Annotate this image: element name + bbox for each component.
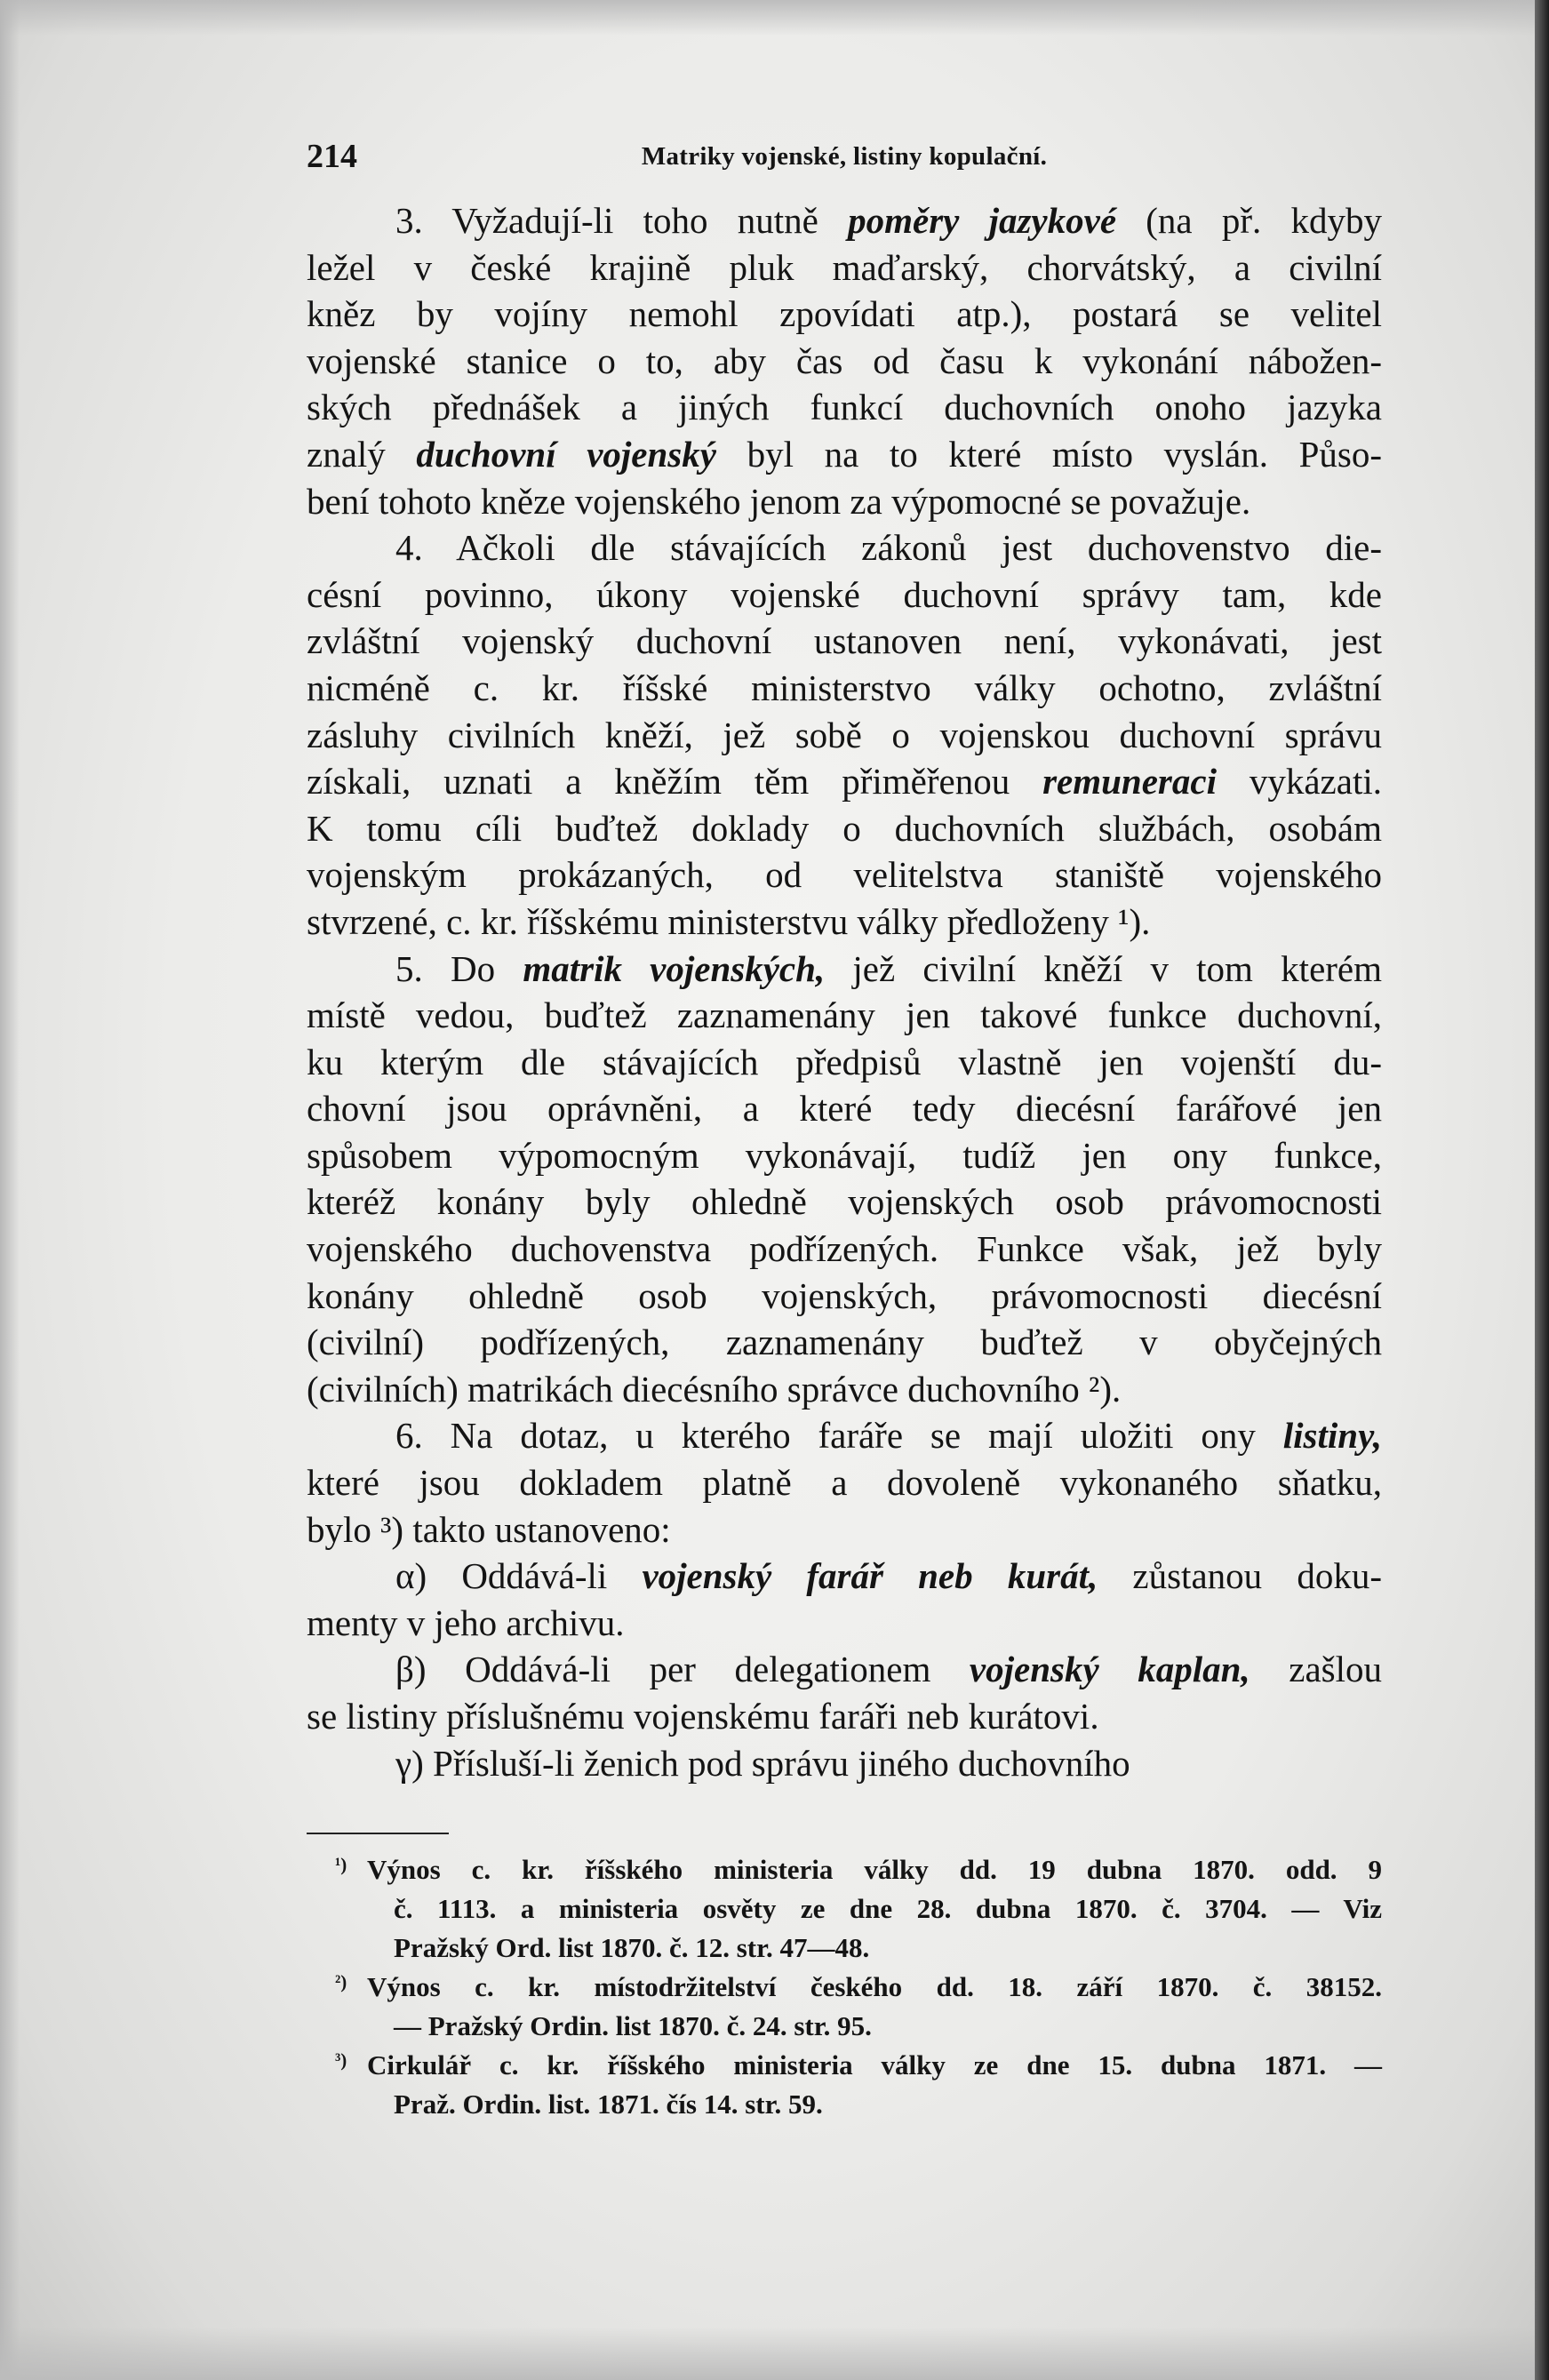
text-line — [307, 946, 1382, 993]
book-page — [307, 133, 1382, 2124]
text-run: místě vedou, buďtež zaznamenány jen takové funkce duchovní, — [307, 994, 1382, 1036]
text-line — [307, 1646, 1382, 1693]
emphasized-term: listiny, — [1282, 1415, 1382, 1457]
text-line — [307, 1319, 1382, 1366]
paragraph — [307, 524, 1382, 945]
text-line — [307, 1600, 1382, 1647]
text-line — [307, 665, 1382, 712]
text-line — [307, 1693, 1382, 1740]
text-line — [307, 291, 1382, 338]
emphasized-term: matrik vojenských, — [523, 947, 826, 989]
text-run: vykázati. — [1216, 761, 1382, 803]
text-line — [307, 1459, 1382, 1506]
text-line — [307, 1412, 1382, 1459]
text-line — [307, 992, 1382, 1039]
text-line — [307, 1132, 1382, 1179]
text-run: ležel v české krajině pluk maďarský, chorvátský, a civilní — [307, 246, 1382, 288]
paragraph — [307, 197, 1382, 524]
text-run: konány ohledně osob vojenských, právomocnosti diecésní — [307, 1274, 1382, 1316]
page-number: 214 — [307, 138, 357, 175]
text-run: césní povinno, úkony vojenské duchovní správy tam, kde — [307, 573, 1382, 615]
text-run: se listiny příslušnému vojenskému faráři neb kurátovi. — [307, 1696, 1099, 1737]
paragraph — [307, 1553, 1382, 1646]
text-run: spůsobem výpomocným vykonávají, tudíž jen ony funkce, — [307, 1134, 1382, 1176]
footnote-mark: ³) — [335, 2049, 347, 2072]
text-run: 5. Do — [395, 947, 523, 989]
text-run: vojenské stanice o to, aby čas od času k vykonání nábožen- — [307, 339, 1382, 381]
text-run: 6. Na dotaz, u kterého faráře se mají uložiti ony — [395, 1415, 1283, 1457]
text-line — [307, 478, 1382, 525]
text-line — [307, 571, 1382, 619]
scan-shadow-bottom — [0, 2327, 1549, 2380]
text-line — [307, 1366, 1382, 1413]
footnote-mark: ²) — [335, 1971, 347, 1993]
emphasized-term: vojenský kaplan, — [969, 1649, 1250, 1690]
text-line — [307, 898, 1382, 946]
footnote-line: Cirkulář c. kr. říšského ministeria války ze dne 15. dubna 1871. — — [367, 2049, 1382, 2081]
paragraph — [307, 1740, 1382, 1787]
text-run: chovní jsou oprávněni, a které tedy diecésní farářové jen — [307, 1088, 1382, 1130]
text-line — [307, 618, 1382, 665]
text-line — [307, 431, 1382, 478]
text-run: α) Oddává-li — [395, 1555, 643, 1597]
text-run: β) Oddává-li per delegationem — [395, 1649, 970, 1690]
text-run: jež civilní kněží v tom kterém — [825, 947, 1383, 989]
text-run: byl na to které místo vyslán. Půso- — [715, 433, 1382, 475]
text-line — [307, 244, 1382, 292]
text-line — [307, 338, 1382, 385]
text-line — [307, 1226, 1382, 1273]
footnote — [271, 2046, 1382, 2124]
text-line — [307, 1039, 1382, 1086]
text-run: nicméně c. kr. říšské ministerstvo války ochotno, zvláštní — [307, 667, 1382, 708]
text-run: (civilních) matrikách diecésního správce duchovního ²). — [307, 1368, 1122, 1410]
body-text — [307, 197, 1382, 1786]
footnote — [271, 1850, 1382, 1968]
scan-binding-edge — [1535, 0, 1549, 2380]
emphasized-term: vojenský farář neb kurát, — [642, 1555, 1098, 1597]
footnote — [271, 1968, 1382, 2046]
text-line — [307, 805, 1382, 852]
text-line — [307, 524, 1382, 571]
footnote-line: Výnos c. kr. říšského ministeria války dd. 19 dubna 1870. odd. 9 — [367, 1854, 1382, 1886]
text-run: (na př. kdyby — [1116, 200, 1382, 241]
text-run: menty v jeho archivu. — [307, 1601, 625, 1643]
text-run: stvrzené, c. kr. říšskému ministerstvu války předloženy ¹). — [307, 900, 1151, 942]
text-line — [307, 1740, 1382, 1787]
text-run: bylo ³) takto ustanoveno: — [307, 1508, 671, 1550]
text-run: ských přednášek a jiných funkcí duchovních onoho jazyka — [307, 387, 1382, 428]
text-run: získali, uznati a kněžím těm přiměřenou — [307, 761, 1043, 803]
text-run: kněz by vojíny nemohl zpovídati atp.), postará se velitel — [307, 293, 1382, 335]
paragraph — [307, 946, 1382, 1413]
paragraph — [307, 1646, 1382, 1739]
paragraph — [307, 1412, 1382, 1553]
text-line — [307, 1506, 1382, 1553]
footnote-line: Výnos c. kr. místodržitelství českého dd. 18. září 1870. č. 38152. — [367, 1971, 1382, 2003]
text-run: zůstanou doku- — [1098, 1555, 1382, 1597]
footnote-line: č. 1113. a ministeria osvěty ze dne 28. dubna 1870. č. 3704. — Viz — [394, 1893, 1382, 1925]
text-run: K tomu cíli buďtež doklady o duchovních službách, osobám — [307, 807, 1382, 849]
text-run: vojenským prokázaných, od velitelstva staniště vojenského — [307, 854, 1382, 896]
text-line — [307, 1085, 1382, 1132]
text-line — [307, 1273, 1382, 1320]
text-line — [307, 758, 1382, 805]
text-run: zvláštní vojenský duchovní ustanoven není, vykonávati, jest — [307, 620, 1382, 662]
scan-shadow-top — [0, 0, 1549, 36]
running-title: Matriky vojenské, listiny kopulační. — [641, 142, 1048, 171]
emphasized-term: poměry jazykové — [848, 200, 1117, 241]
footnote-rule — [307, 1833, 449, 1834]
footnote-line: — Pražský Ordin. list 1870. č. 24. str. 95. — [394, 2010, 872, 2042]
text-run: bení tohoto kněze vojenského jenom za výpomocné se považuje. — [307, 480, 1251, 522]
text-run: ku kterým dle stávajících předpisů vlastně jen vojenští du- — [307, 1041, 1382, 1082]
emphasized-term: remuneraci — [1042, 761, 1217, 803]
text-run: γ) Přísluší-li ženich pod správu jiného duchovního — [395, 1742, 1130, 1784]
text-run: 4. Ačkoli dle stávajících zákonů jest duchovenstvo die- — [395, 527, 1382, 569]
text-line — [307, 1553, 1382, 1600]
text-line — [307, 384, 1382, 431]
footnote-line: Praž. Ordin. list. 1871. čís 14. str. 59. — [394, 2088, 823, 2120]
text-run: vojenského duchovenstva podřízených. Funkce však, jež byly — [307, 1228, 1382, 1270]
text-line — [307, 712, 1382, 759]
emphasized-term: duchovní vojenský — [416, 433, 716, 475]
text-run: (civilní) podřízených, zaznamenány buďtež v obyčejných — [307, 1322, 1382, 1363]
text-run: znalý — [307, 433, 417, 475]
footnotes — [307, 1850, 1382, 2124]
text-run: které jsou dokladem platně a dovoleně vykonaného sňatku, — [307, 1462, 1382, 1504]
text-run: kteréž konány byly ohledně vojenských osob právomocnosti — [307, 1181, 1382, 1223]
running-head — [307, 133, 1382, 187]
footnote-line: Pražský Ord. list 1870. č. 12. str. 47—48. — [394, 1932, 870, 1964]
footnote-mark: ¹) — [335, 1854, 347, 1876]
text-run: zašlou — [1250, 1649, 1382, 1690]
text-run: zásluhy civilních kněží, jež sobě o vojenskou duchovní správu — [307, 714, 1382, 755]
text-line — [307, 1178, 1382, 1226]
scan-shadow-left — [0, 0, 20, 2380]
text-line — [307, 197, 1382, 244]
text-run: 3. Vyžadují-li toho nutně — [395, 200, 849, 241]
text-line — [307, 851, 1382, 898]
